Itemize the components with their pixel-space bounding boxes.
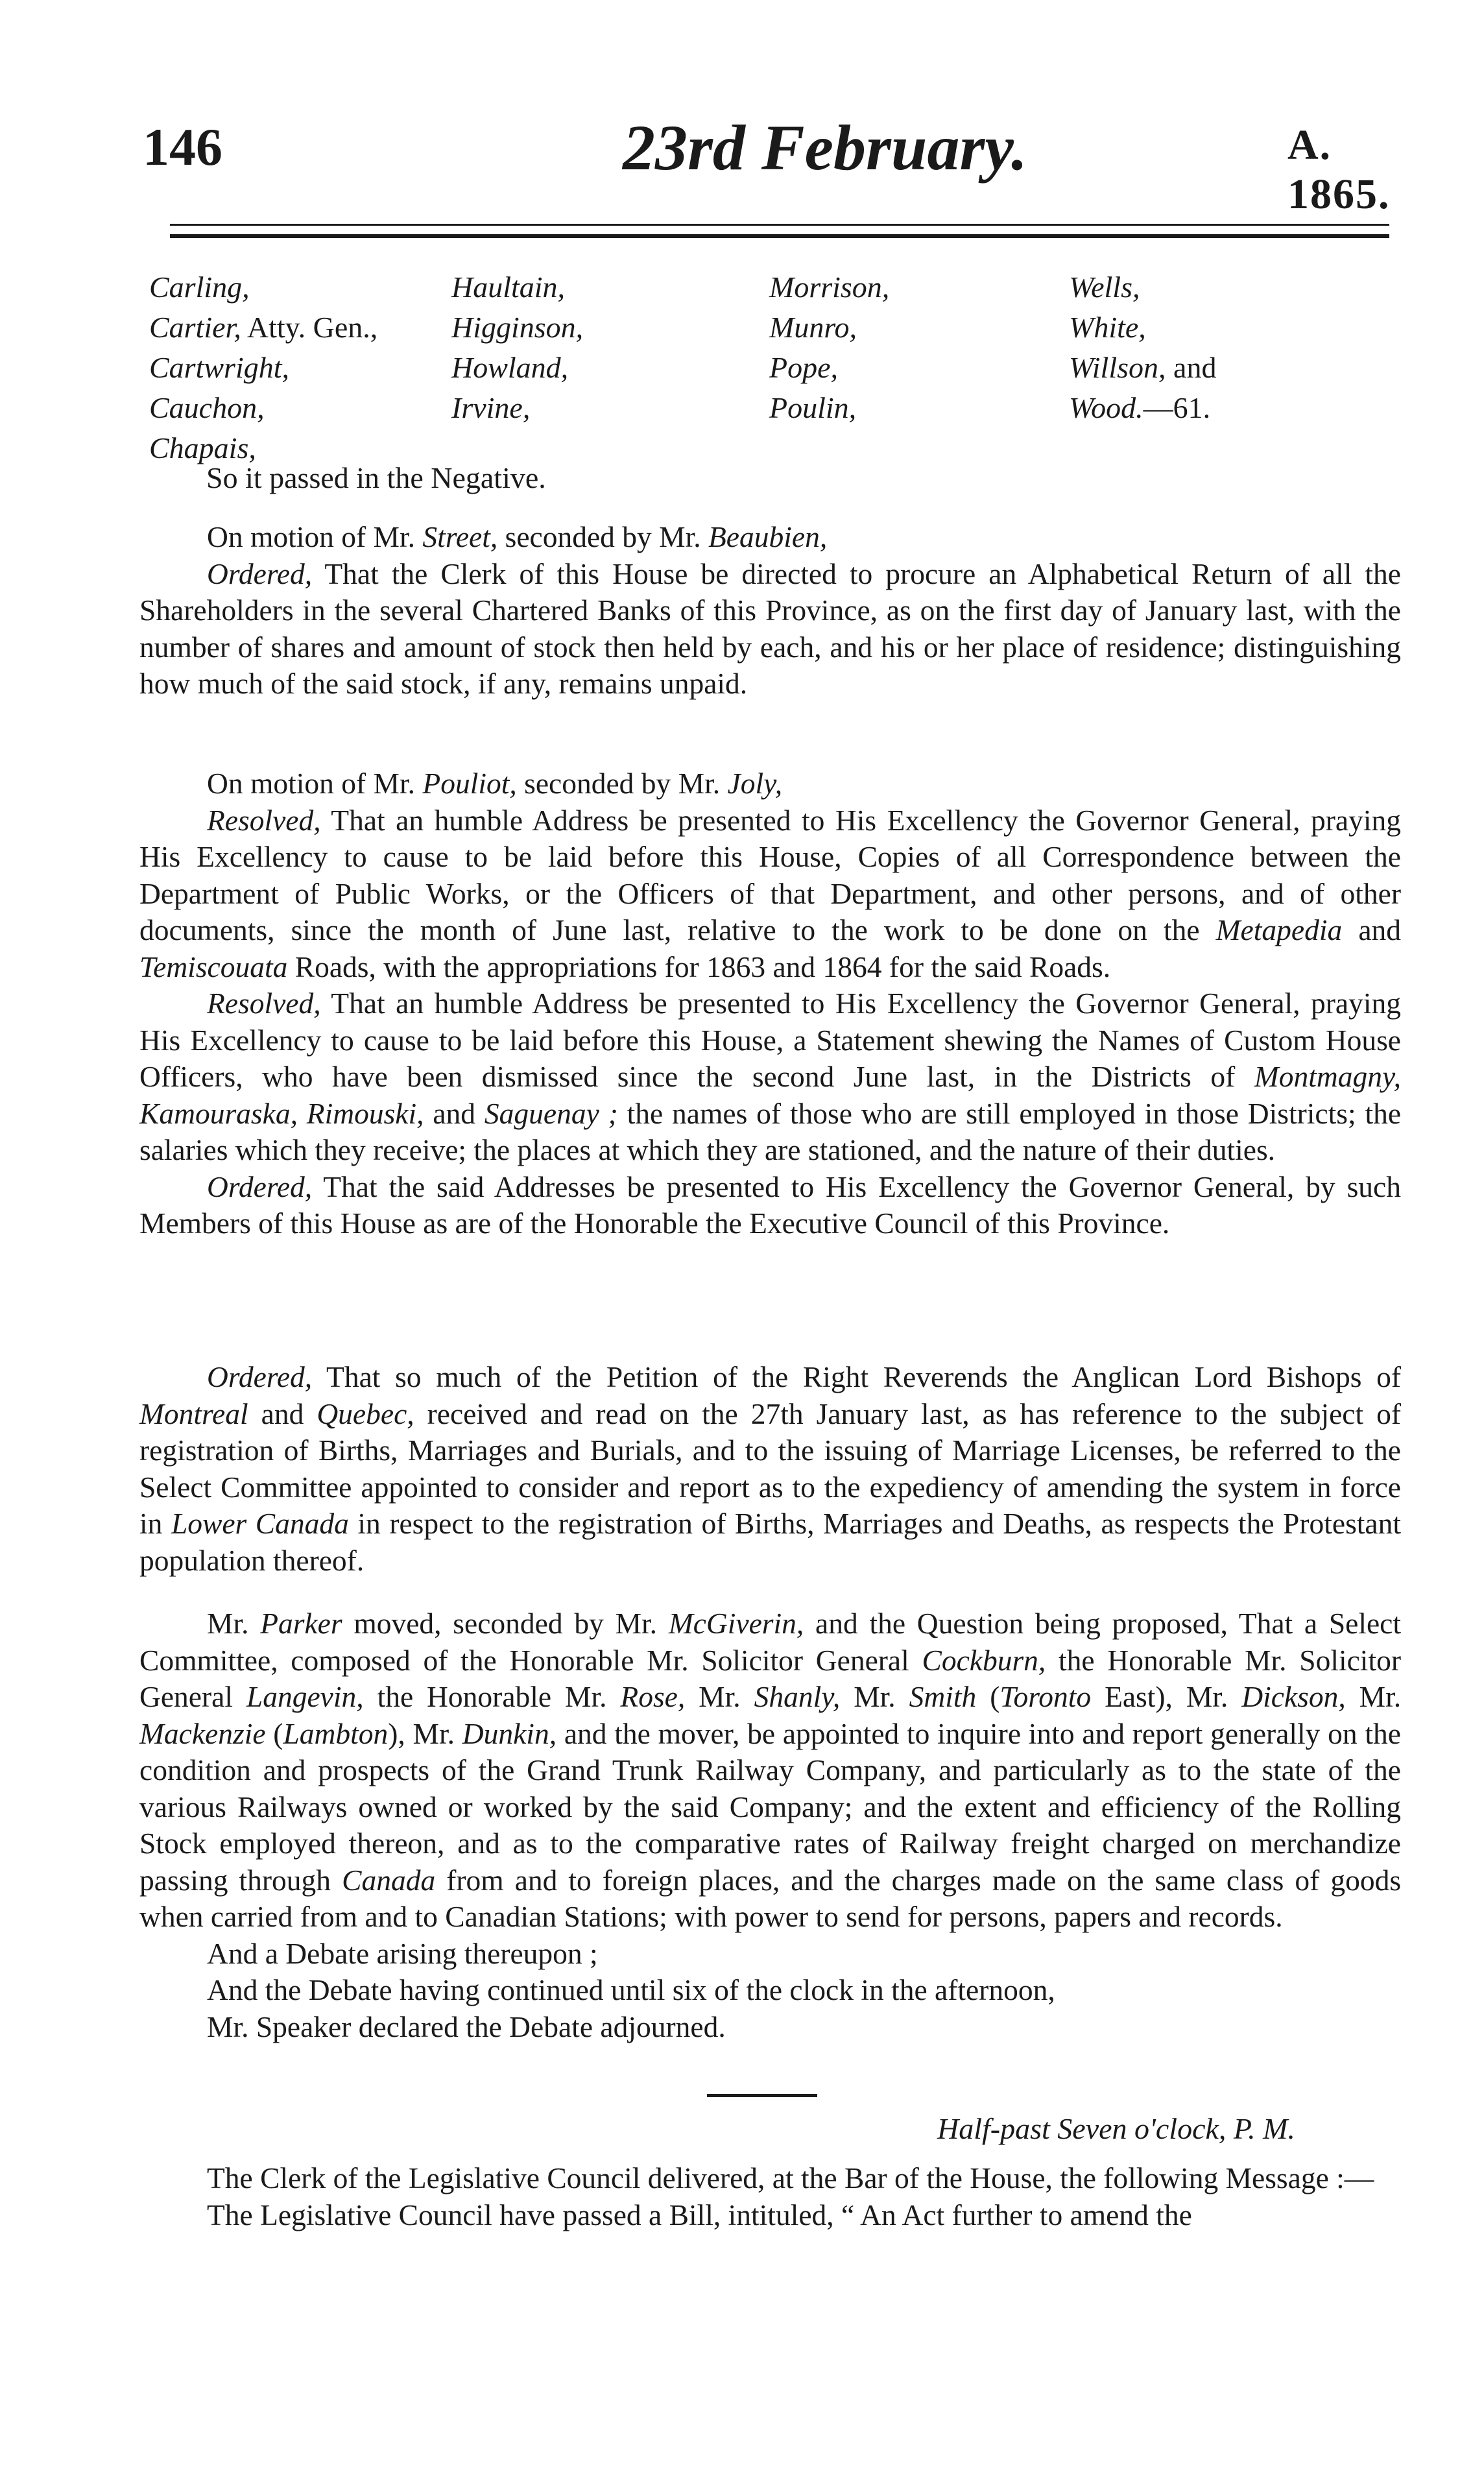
page-number: 146 xyxy=(143,117,222,176)
name-entry: Morrison, xyxy=(769,270,890,304)
motion-street xyxy=(139,519,1401,703)
name-entry: Pope, xyxy=(769,351,839,384)
header-rule xyxy=(170,224,1389,238)
name-entry: Cartier, Atty. Gen., xyxy=(149,311,378,344)
motion-line: On motion of Mr. Pouliot, seconded by Mr. Joly, xyxy=(207,767,783,800)
debate-line: And the Debate having continued until six of the clock in the afternoon, xyxy=(207,1973,1055,2006)
running-head xyxy=(143,112,1419,218)
name-entry: Chapais, xyxy=(149,431,256,464)
name-entry: Carling, xyxy=(149,270,250,304)
message-text: The Clerk of the Legislative Council delivered, at the Bar of the House, the following Message :— xyxy=(207,2161,1374,2194)
names-column-4 xyxy=(1069,267,1216,428)
motion-text: Mr. Parker moved, seconded by Mr. McGiverin, and the Question being proposed, That a Select Committee, composed of the Honorable Mr. Solicitor General Cockburn, the Honorable Mr. Solicitor General Langevin, the Honorable Mr. Rose, Mr. Shanly, Mr. Smith (Toronto East), Mr. Dickson, Mr. Mackenzie (Lambton), Mr. Dunkin, and the mover, be appointed to inquire into and report generally on the condition and prospects of the Grand Trunk Railway Company, and particularly as to the state of the various Railways owned or worked by the said Company; and the extent and efficiency of the Rolling Stock employed thereon, and as to the comparative rates of Railway freight charged on merchandize passing through Canada from and to foreign places, and the charges made on the same class of goods when carried from and to Canadian Stations; with power to send for persons, papers and records. xyxy=(139,1607,1402,1933)
debate-line: Mr. Speaker declared the Debate adjourned. xyxy=(207,2010,726,2043)
name-entry: Munro, xyxy=(769,311,857,344)
name-entry: Howland, xyxy=(451,351,569,384)
page-year: A. 1865. xyxy=(1287,121,1391,218)
resolution-text: Resolved, That an humble Address be presented to His Excellency the Governor General, praying His Excellency to cause to be laid before this House, Copies of all Correspondence between the Department of Public Works, or the Officers of that Department, and other persons, and of other documents, since the month of June last, relative to the work to be done on the Metapedia and Temiscouata Roads, with the appropriations for 1863 and 1864 for the said Roads. xyxy=(139,803,1402,983)
name-entry: Irvine, xyxy=(451,391,531,424)
page-date: 23rd February. xyxy=(623,112,1028,184)
name-entry: Haultain, xyxy=(451,270,566,304)
names-column-3 xyxy=(769,267,889,428)
name-entry: Poulin, xyxy=(769,391,857,424)
order-text: Ordered, That the said Addresses be presented to His Excellency the Governor General, by such Members of this House as are of the Honorable the Executive Council of this Province. xyxy=(139,1170,1401,1240)
petition-order xyxy=(139,1359,1401,1579)
name-entry: Willson, and xyxy=(1069,351,1217,384)
bill-text: The Legislative Council have passed a Bill, intituled, “ An Act further to amend the xyxy=(207,2198,1192,2231)
name-entry: Wood.—61. xyxy=(1069,391,1211,424)
name-entry: Wells, xyxy=(1069,270,1140,304)
section-rule xyxy=(707,2094,817,2097)
debate-line: And a Debate arising thereupon ; xyxy=(207,1936,598,1970)
name-entry: Higginson, xyxy=(451,311,584,344)
name-entry: White, xyxy=(1069,311,1146,344)
name-entry: Cauchon, xyxy=(149,391,265,424)
order-text: Ordered, That so much of the Petition of the Right Reverends the Anglican Lord Bishops of Montreal and Quebec, received and read on the 27th January last, as has reference to the subject of registration of Births, Marriages and Burials, and to the issuing of Marriage Licenses, be referred to the Select Committee appointed to consider and report as to the expediency of amending the system in force in Lower Canada in respect to the registration of Births, Marriages and Deaths, as respects the Protestant population thereof. xyxy=(139,1360,1402,1577)
council-message xyxy=(139,2160,1401,2233)
motion-pouliot xyxy=(139,765,1401,1242)
committee-motion xyxy=(139,1605,1401,2045)
motion-line: On motion of Mr. Street, seconded by Mr. Beaubien, xyxy=(207,520,828,553)
names-column-1 xyxy=(149,267,377,428)
names-column-2 xyxy=(451,267,583,428)
resolution-text: Resolved, That an humble Address be presented to His Excellency the Governor General, praying His Excellency to cause to be laid before this House, a Statement shewing the Names of Custom House Officers, who have been dismissed since the second June last, in the Districts of Montmagny, Kamouraska, Rimouski, and Saguenay ; the names of those who are still employed in those Districts; the salaries which they receive; the places at which they are stationed, and the nature of their duties. xyxy=(139,987,1402,1166)
order-text: Ordered, That the Clerk of this House be directed to procure an Alphabetical Return of all the Shareholders in the several Chartered Banks of this Province, as on the first day of January last, with the number of shares and amount of stock then held by each, and his or her place of residence; distinguishing how much of the said stock, if any, remains unpaid. xyxy=(139,557,1401,700)
vote-result: So it passed in the Negative. xyxy=(206,461,546,494)
time-heading: Half-past Seven o'clock, P. M. xyxy=(937,2112,1295,2145)
name-entry: Cartwright, xyxy=(149,351,290,384)
